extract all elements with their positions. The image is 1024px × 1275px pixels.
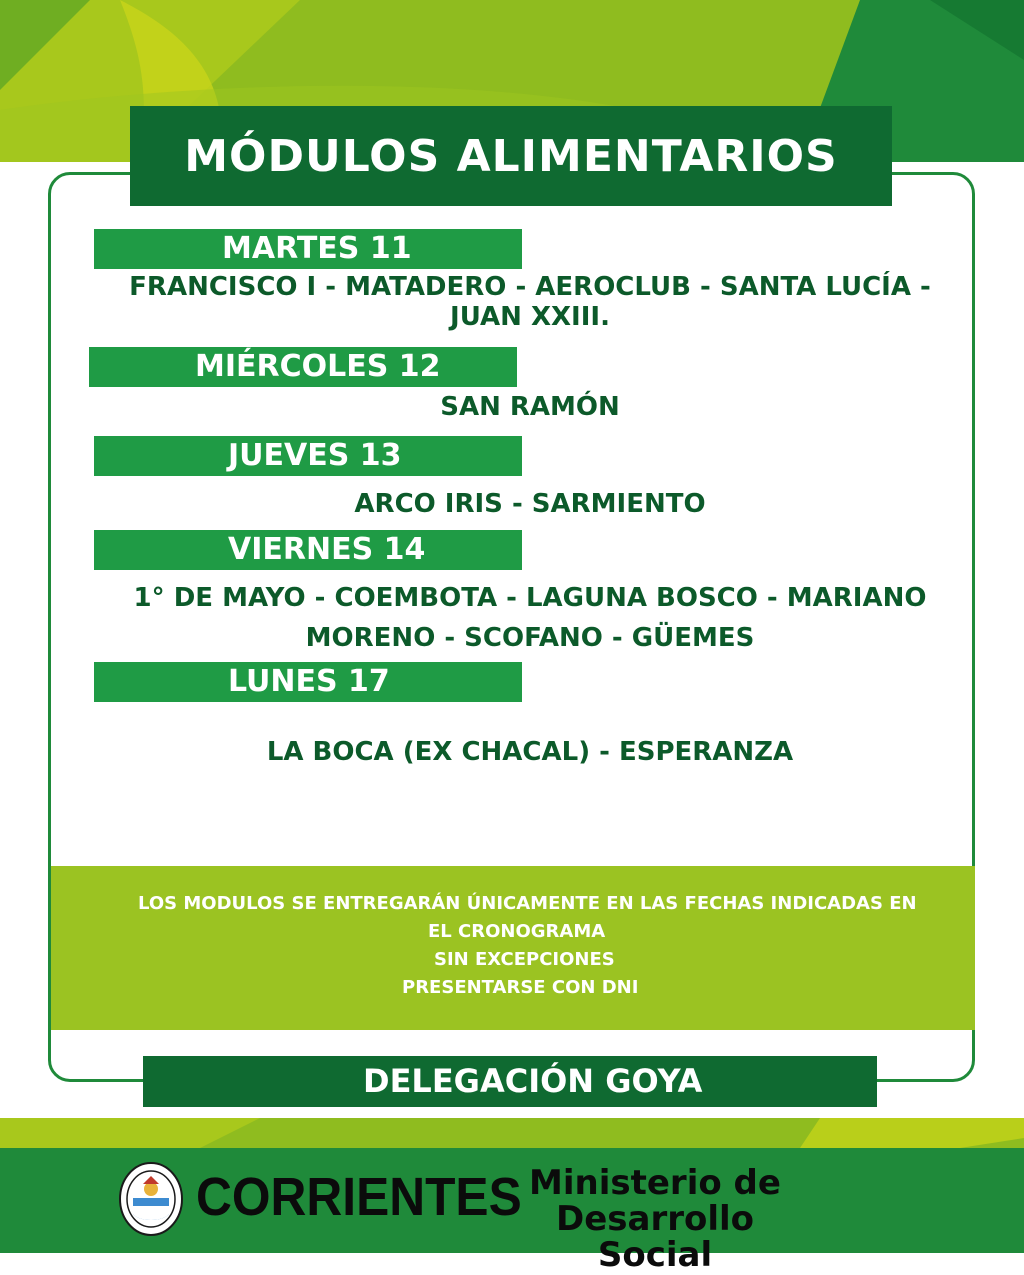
ministry-line: Ministerio de: [529, 1163, 781, 1203]
ministry-line: Desarrollo Social: [555, 1199, 755, 1275]
places-line: JUAN XXIII.: [450, 302, 610, 332]
day-header-viernes: VIERNES 14: [94, 530, 522, 570]
places-line: ARCO IRIS - SARMIENTO: [354, 489, 706, 519]
notice-line: SIN EXCEPCIONES: [434, 949, 615, 970]
places-line: 1° DE MAYO - COEMBOTA - LAGUNA BOSCO - MARIANO: [133, 583, 927, 613]
page-title: MÓDULOS ALIMENTARIOS: [130, 106, 892, 206]
notice-box: [51, 866, 975, 1030]
day-header-miercoles: MIÉRCOLES 12: [89, 347, 517, 387]
places-viernes: [110, 578, 950, 658]
notice-line: LOS MODULOS SE ENTREGARÁN ÚNICAMENTE EN LAS FECHAS INDICADAS EN: [138, 893, 917, 914]
notice-line: EL CRONOGRAMA: [428, 921, 606, 942]
places-miercoles: [120, 390, 940, 424]
places-line: LA BOCA (EX CHACAL) - ESPERANZA: [266, 737, 794, 767]
notice-line: PRESENTARSE CON DNI: [402, 977, 639, 998]
day-header-martes: MARTES 11: [94, 229, 522, 269]
places-jueves: [120, 487, 940, 521]
places-martes: [110, 270, 950, 334]
provincial-seal-icon: [119, 1162, 183, 1236]
corrientes-logo-text: CORRIENTES: [196, 1167, 522, 1227]
day-header-lunes: LUNES 17: [94, 662, 522, 702]
places-line: MORENO - SCOFANO - GÜEMES: [305, 623, 755, 653]
delegation-banner: DELEGACIÓN GOYA: [143, 1056, 877, 1107]
day-header-jueves: JUEVES 13: [94, 436, 522, 476]
places-line: FRANCISCO I - MATADERO - AEROCLUB - SANTA LUCÍA -: [129, 272, 931, 302]
ministry-name: [500, 1165, 810, 1273]
places-lunes: [120, 735, 940, 769]
places-line: SAN RAMÓN: [440, 392, 620, 422]
